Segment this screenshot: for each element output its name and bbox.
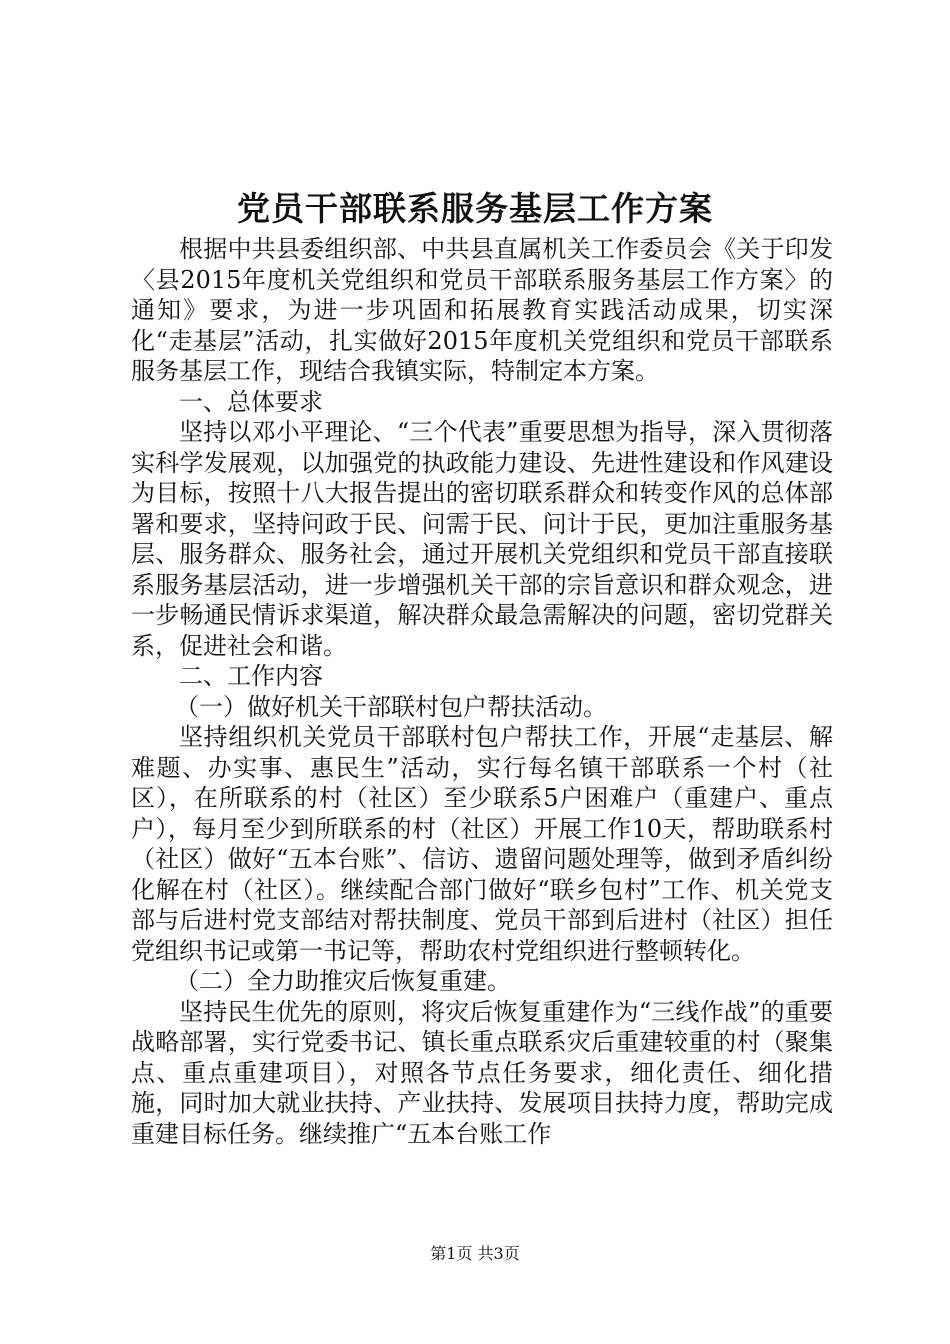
section-heading-general-requirements: 一、总体要求 <box>179 387 323 416</box>
subheading-reconstruction: （二）全力助推灾后恢复重建。 <box>175 967 511 995</box>
subheading-village-assistance: （一）做好机关干部联村包户帮扶活动。 <box>175 692 607 721</box>
document-body <box>131 234 833 1149</box>
general-requirements-paragraph: 坚持以邓小平理论、“三个代表”重要思想为指导，深入贯彻落实科学发展观，以加强党的执政能力建设、先进性建设和作风建设为目标，按照十八大报告提出的密切联系群众和转变作风的总体部署和要求，坚持问政于民、问需于民、问计于民，更加注重服务基层、服务群众、服务社会，通过开展机关党组织和党员干部直接联系服务基层活动，进一步增强机关干部的宗旨意识和群众观念，进一步畅通民情诉求渠道，解决群众最急需解决的问题，密切党群关系，促进社会和谐。 <box>131 418 833 660</box>
page-title: 党员干部联系服务基层工作方案 <box>237 189 713 228</box>
reconstruction-paragraph: 坚持民生优先的原则，将灾后恢复重建作为“三线作战”的重要战略部署，实行党委书记、镇长重点联系灾后重建较重的村（聚集点、重点重建项目），对照各节点任务要求，细化责任、细化措施，同时加大就业扶持、产业扶持、发展项目扶持力度，帮助完成重建目标任务。继续推广“五本台账工作 <box>131 997 833 1148</box>
intro-paragraph: 根据中共县委组织部、中共县直属机关工作委员会《关于印发〈县2015年度机关党组织和党员干部联系服务基层工作方案〉的通知》要求，为进一步巩固和拓展教育实践活动成果，切实深化“走基层”活动，扎实做好2015年度机关党组织和党员干部联系服务基层工作，现结合我镇实际，特制定本方案。 <box>131 235 833 385</box>
village-assistance-paragraph: 坚持组织机关党员干部联村包户帮扶工作，开展“走基层、解难题、办实事、惠民生”活动，实行每名镇干部联系一个村（社区），在所联系的村（社区）至少联系5户困难户（重建户、重点户），每月至少到所联系的村（社区）开展工作10天，帮助联系村（社区）做好“五本台账”、信访、遗留问题处理等，做到矛盾纠纷化解在村（社区）。继续配合部门做好“联乡包村”工作、机关党支部与后进村党支部结对帮扶制度、党员干部到后进村（社区）担任党组织书记或第一书记等，帮助农村党组织进行整顿转化。 <box>131 723 833 965</box>
page-footer: 第1页 共3页 <box>430 1244 520 1263</box>
section-heading-work-content: 二、工作内容 <box>179 662 323 690</box>
